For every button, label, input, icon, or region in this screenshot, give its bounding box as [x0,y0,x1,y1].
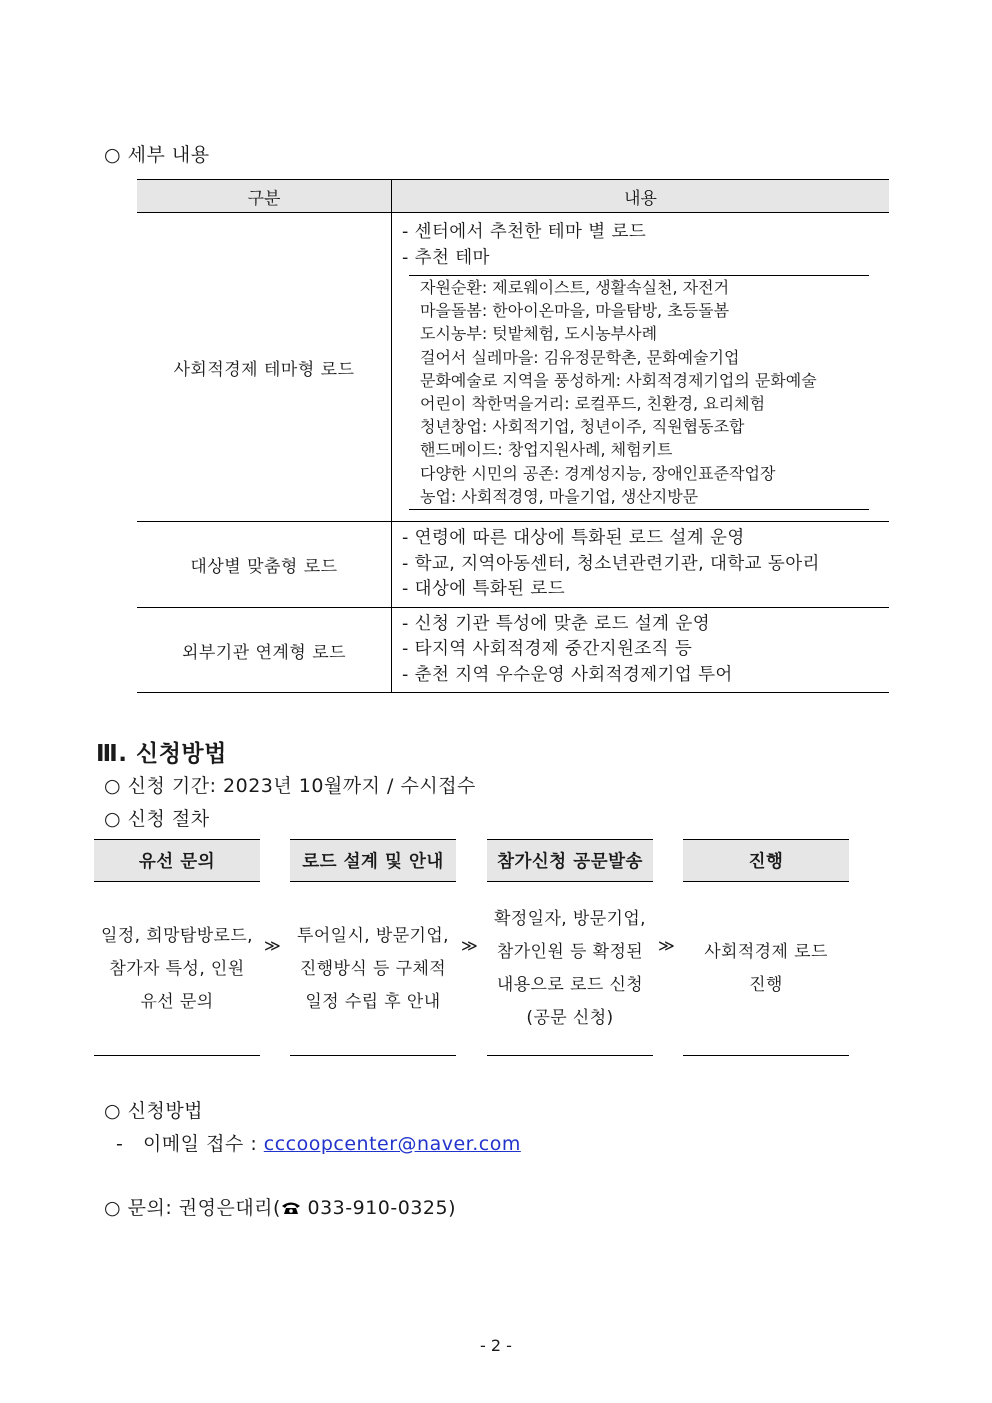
table-header-row [137,180,889,213]
step-line: 내용으로 로드 신청 [496,975,644,995]
email-line [116,1129,521,1156]
theme-list [409,275,869,510]
table-row [137,213,889,522]
theme-item: 다양한 시민의 공존: 경계성지능, 장애인표준작업장 [420,463,776,483]
row-category: 사회적경제 테마형 로드 [137,213,392,522]
table-row [137,608,889,693]
arrow-icon: ≫ [461,936,478,955]
detail-table [137,179,889,693]
email-label: - 이메일 접수 : [116,1133,264,1155]
list-item: - 연령에 따른 대상에 특화된 로드 설계 운영 [402,528,745,549]
telephone-icon [281,1199,301,1221]
step-line: 유선 문의 [140,991,214,1012]
step-line: 사회적경제 로드 [704,942,828,962]
theme-item: 걸어서 실레마을: 김유정문학촌, 문화예술기업 [420,347,740,367]
list-item: - 추천 테마 [402,247,490,268]
step-line: 일정 수립 후 안내 [305,991,441,1012]
row-category: 대상별 맞춤형 로드 [137,522,392,608]
contact-phone: 033-910-0325) [300,1197,457,1219]
method-heading: ○ 신청방법 [104,1100,204,1122]
arrow-icon: ≫ [264,936,281,955]
theme-item: 도시농부: 텃밭체험, 도시농부사례 [420,324,658,344]
arrow-icon: ≫ [658,936,675,955]
row-content [392,608,890,693]
step-title: 로드 설계 및 안내 [290,839,456,882]
application-period: ○ 신청 기간: 2023년 10월까지 / 수시접수 [104,775,476,797]
step-phone-inquiry [94,839,260,1056]
header-content: 내용 [392,180,890,213]
step-official-letter [487,839,653,1056]
step-line: (공문 신청) [526,1008,614,1028]
list-item: - 학교, 지역아동센터, 청소년관련기관, 대학교 동아리 [402,553,820,574]
step-line: 확정일자, 방문기업, [494,909,646,929]
theme-item: 청년창업: 사회적기업, 청년이주, 직원협동조합 [420,417,745,437]
table-row [137,522,889,608]
contact-line [104,1193,456,1221]
list-item: - 신청 기관 특성에 맞춘 로드 설계 운영 [402,613,711,634]
detail-heading: ○ 세부 내용 [104,144,210,166]
section-title: Ⅲ. 신청방법 [96,741,227,767]
step-line: 진행 [749,975,783,995]
step-proceed [683,839,849,1056]
step-line: 진행방식 등 구체적 [299,958,447,979]
step-title: 진행 [683,839,849,882]
theme-item: 농업: 사회적경영, 마을기업, 생산지방문 [420,486,699,506]
list-item: - 센터에서 추천한 테마 별 로드 [402,222,647,242]
step-line: 참가인원 등 확정된 [496,942,644,962]
list-item: - 타지역 사회적경제 중간지원조직 등 [402,639,693,660]
step-line: 일정, 희망탐방로드, [101,925,253,946]
theme-item: 마을돌봄: 한아이온마을, 마을탐방, 초등돌봄 [420,301,730,321]
email-link[interactable]: cccoopcenter@naver.com [263,1133,521,1155]
list-item: - 대상에 특화된 로드 [402,579,566,600]
step-description [290,883,456,1055]
theme-item: 자원순환: 제로웨이스트, 생활속실천, 자전거 [420,278,730,297]
step-description [487,883,653,1055]
step-description [683,883,849,1055]
step-title: 참가신청 공문발송 [487,839,653,882]
step-road-design [290,839,456,1056]
step-line: 참가자 특성, 인원 [109,958,245,979]
step-title: 유선 문의 [94,839,260,882]
procedure-heading: ○ 신청 절차 [104,808,210,830]
row-category: 외부기관 연계형 로드 [137,608,392,693]
page-number: - 2 - [480,1336,512,1355]
step-line: 투어일시, 방문기업, [297,925,449,946]
row-content [392,522,890,608]
row-content [392,213,890,522]
list-item: - 춘천 지역 우수운영 사회적경제기업 투어 [402,664,733,685]
step-description [94,883,260,1055]
header-category: 구분 [137,180,392,213]
contact-prefix: ○ 문의: 권영은대리( [104,1197,281,1219]
theme-item: 핸드메이드: 창업지원사례, 체험키트 [420,440,673,460]
theme-item: 문화예술로 지역을 풍성하게: 사회적경제기업의 문화예술 [420,370,817,390]
theme-item: 어린이 착한먹을거리: 로컬푸드, 친환경, 요리체험 [420,394,766,414]
